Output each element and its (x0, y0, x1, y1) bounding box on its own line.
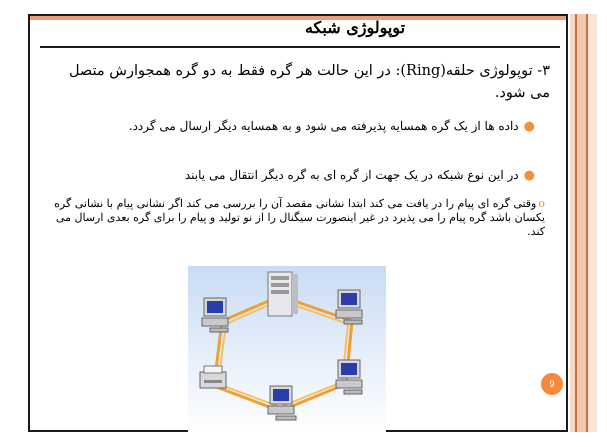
server-icon (268, 272, 298, 316)
bullet-text: داده ها از یک گره همسایه پذیرفته می شود و به همسایه دیگر ارسال می گردد. (128, 119, 519, 133)
slide-title: توپولوژی شبکه (304, 18, 406, 37)
ring-network-diagram (188, 266, 386, 434)
printer-icon (200, 366, 226, 388)
bullet-item (45, 167, 535, 184)
bullet-item (45, 118, 535, 135)
slide-right-decoration (570, 14, 597, 432)
ring-topology-definition: ۳- توپولوژی حلقه(Ring): در این حالت هر گره فقط به دو گره همجوارش متصل می شود. (68, 63, 550, 101)
stripe (577, 14, 586, 432)
sub-bullet-text: وقتی گره ای پیام را در یافت می کند ابتدا نشانی مقصد آن را بررسی می کند اگر نشانی پیام با نشانی گره یکسان باشد گره پیام را می پذیرد در غیر اینصورت سیگنال را از نو تولید و پیام را برای گره بعدی ارسال می کند. (54, 197, 545, 238)
bullet-dot-icon: ● (523, 168, 535, 183)
bullet-dot-icon: ● (523, 119, 535, 134)
sub-bullet-item (45, 197, 545, 239)
bullet-text: در این نوع شبکه در یک جهت از گره ای به گره دیگر انتقال می یابند (184, 168, 519, 182)
hollow-circle-bullet-icon: o (538, 197, 545, 210)
title-divider (40, 46, 560, 48)
stripe (588, 14, 597, 432)
page-number-badge: 9 (541, 373, 563, 395)
